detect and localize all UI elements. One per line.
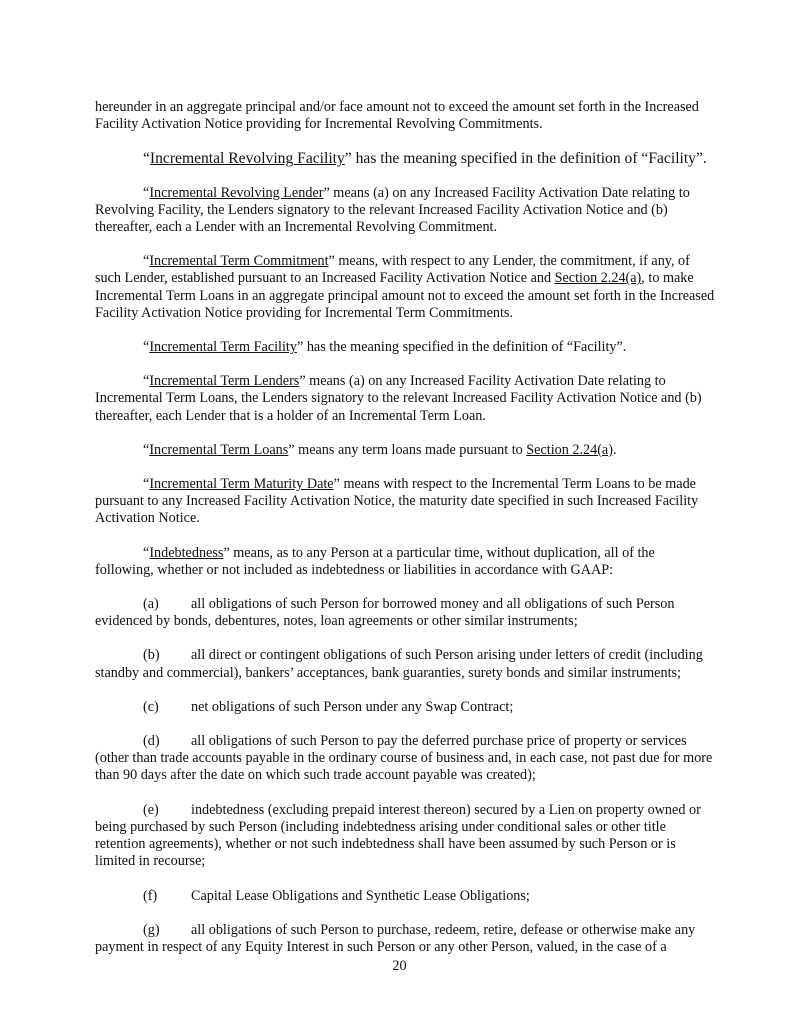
definition-incremental-revolving-lender: “Incremental Revolving Lender” means (a) on any Increased Facility Activation Date relating to Revolving Facility, the Lenders signatory to the relevant Increased Facility Activation Notice and (b) thereafter, each a Lender with an Incremental Revolving Commitment.: [95, 184, 690, 236]
defined-term: Incremental Term Lenders: [149, 373, 300, 390]
definition-incremental-term-commitment: “Incremental Term Commitment” means, with respect to any Lender, the commitment, if any, of such Lender, established pursuant to an Increased Facility Activation Notice and Section 2.24(a), to make Incremental Term Loans in an aggregate principal amount not to exceed the amount set forth in the Increased Facility Activation Notice providing for Incremental Term Commitments.: [95, 253, 715, 321]
list-item: [95, 699, 715, 716]
section-reference: Section 2.24(a): [526, 441, 613, 458]
defined-term: Incremental Term Commitment: [149, 253, 329, 270]
list-item-text: all obligations of such Person to pay the deferred purchase price of property or services (other than trade accounts payable in the ordinary course of business and, in each case, not past due for more than 90 days after the date on which such trade account payable was created);: [95, 733, 713, 784]
definition-indebtedness: “Indebtedness” means, as to any Person at a particular time, without duplication, all of the following, whether or not included as indebtedness or liabilities in accordance with GAAP:: [95, 544, 655, 578]
list-item: [95, 733, 715, 785]
document-page: [95, 99, 715, 973]
definition-incremental-term-loans: “Incremental Term Loans” means any term loans made pursuant to Section 2.24(a).: [143, 441, 617, 458]
list-item: [95, 647, 715, 681]
list-item-label: (b): [143, 647, 160, 664]
defined-term: Incremental Revolving Lender: [149, 184, 324, 201]
defined-term: Incremental Revolving Facility: [149, 150, 345, 168]
list-item: [95, 802, 715, 871]
defined-term: Incremental Term Facility: [149, 339, 297, 356]
list-item-label: (c): [143, 698, 159, 715]
list-item-label: (d): [143, 733, 160, 750]
list-item-text: Capital Lease Obligations and Synthetic Lease Obligations;: [191, 887, 530, 904]
list-item-text: all direct or contingent obligations of such Person arising under letters of credit (including standby and commercial), bankers’ acceptances, bank guaranties, surety bonds and similar instruments;: [95, 647, 703, 681]
list-item-text: net obligations of such Person under any Swap Contract;: [191, 698, 514, 715]
paragraph-text: hereunder in an aggregate principal and/or face amount not to exceed the amount set forth in the Increased Facility Activation Notice providing for Incremental Revolving Commitments.: [95, 99, 699, 133]
defined-term: Indebtedness: [149, 544, 224, 561]
list-item-label: (g): [143, 921, 160, 938]
list-item: [95, 888, 715, 905]
list-item-text: indebtedness (excluding prepaid interest thereon) secured by a Lien on property owned or being purchased by such Person (including indebtedness arising under conditional sales or other title retention agreements), whether or not such indebtedness shall have been assumed by such Person or is limited in recourse;: [95, 801, 701, 870]
list-item-text: all obligations of such Person for borrowed money and all obligations of such Person evidenced by bonds, debentures, notes, loan agreements or other similar instruments;: [95, 596, 675, 630]
list-item: [95, 596, 715, 630]
definition-incremental-term-maturity-date: “Incremental Term Maturity Date” means with respect to the Incremental Term Loans to be made pursuant to any Increased Facility Activation Notice, the maturity date specified in such Increased Facility Activation Notice.: [95, 476, 699, 527]
section-reference: Section 2.24(a): [554, 270, 642, 287]
paragraph-continuation: [95, 99, 715, 133]
page-number: 20: [392, 958, 407, 974]
defined-term: Incremental Term Maturity Date: [149, 476, 334, 493]
defined-term: Incremental Term Loans: [149, 441, 289, 458]
definition-incremental-term-lenders: “Incremental Term Lenders” means (a) on any Increased Facility Activation Date relating to Incremental Term Loans, the Lenders signatory to the relevant Increased Facility Activation Notice and (b) thereafter, each Lender that is a holder of an Incremental Term Loan.: [95, 373, 702, 424]
list-item: [95, 922, 715, 956]
list-item-text: all obligations of such Person to purchase, redeem, retire, defease or otherwise make any payment in respect of any Equity Interest in such Person or any other Person, valued, in the case of a: [95, 921, 696, 955]
list-item-label: (f): [143, 887, 158, 904]
definition-incremental-term-facility: “Incremental Term Facility” has the meaning specified in the definition of “Facility”.: [143, 339, 627, 356]
list-item-label: (e): [143, 801, 159, 818]
definition-incremental-revolving-facility: “Incremental Revolving Facility” has the meaning specified in the definition of “Facility”.: [143, 150, 707, 168]
list-item-label: (a): [143, 596, 159, 613]
